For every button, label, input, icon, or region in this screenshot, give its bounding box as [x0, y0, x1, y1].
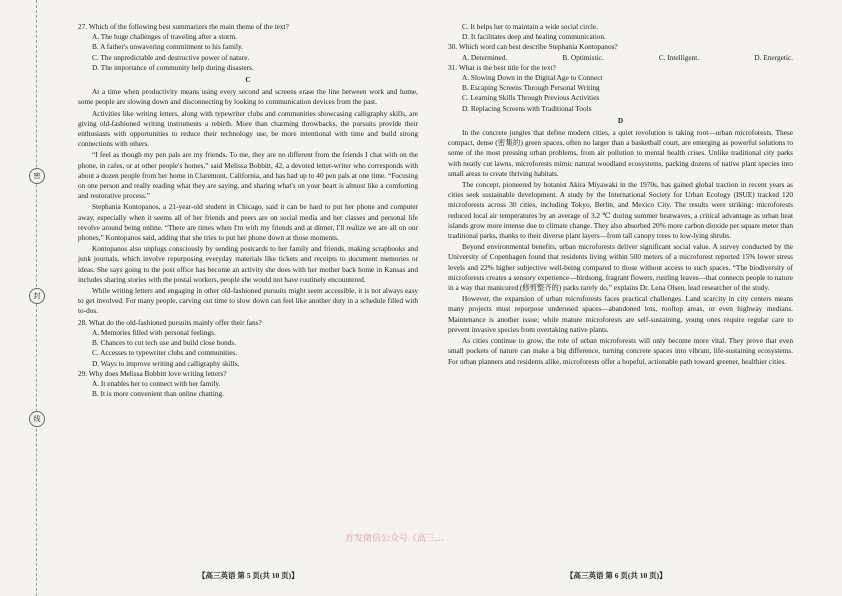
q31-option-a: A. Slowing Down in the Digital Age to Connect: [462, 73, 603, 83]
question-28: 28. What do the old-fashioned pursuits mainly offer their fans?: [78, 317, 262, 327]
question-31: 31. What is the best title for the text?: [448, 62, 556, 72]
q27-option-d: D. The importance of community help during disasters.: [92, 62, 254, 72]
binding-mark-3: 线: [29, 411, 45, 427]
q30-option-b: B. Optimistic.: [562, 52, 604, 62]
binding-mark-1: 密: [29, 168, 45, 184]
question-30: 30. Which word can best describe Stephania Kontopanos?: [448, 42, 618, 52]
passage-c-paragraph: At a time when productivity means using every second and screens erase the line between work and home, some people are slowing down and disconnecting by looking to communication devices from the past.: [78, 87, 418, 107]
passage-d-paragraph: Beyond environmental benefits, urban microforests deliver significant social value. A survey conducted by the University of Copenhagen found that residents living within 500 meters of a microforest reported 15% lower stress levels and 22% higher subjective well-being compared to those without access to such spaces. “The biodiversity of microforests creates a sensory experience—birdsong, fragrant flowers, rustling leaves—that connects people to nature in a way that manicured (修剪整齐的) parks rarely do,” explains Dr. Lena Olsen, lead researcher of the study.: [448, 242, 793, 293]
q29-option-c: C. It helps her to maintain a wide social circle.: [462, 22, 598, 31]
q29-option-b: B. It is more convenient than online chatting.: [92, 389, 224, 399]
section-d-heading: D: [617, 115, 624, 125]
right-page-column: [448, 22, 793, 368]
passage-d-paragraph: The concept, pioneered by botanist Akira Miyawaki in the 1970s, has gained global traction in recent years as cities seek sustainable development. A study by the International Society for Urban Ecology (ISUE) tracked 120 microforests across 30 cities, including Tokyo, Berlin, and Mexico City. The results were striking: microforests reduced local air temperatures by an average of 3.2 ℃ during summer heatwaves, a critical advantage as urban heat islands grow more intense due to climate change. They also absorbed 20% more carbon dioxide per square meter than traditional parks, thanks to their diverse plant layers—from tall canopy trees to low-lying shrubs.: [448, 180, 793, 241]
q28-option-d: D. Ways to improve writing and calligraphy skills.: [92, 358, 240, 368]
question-27: 27. Which of the following best summarizes the main theme of the text?: [78, 22, 289, 31]
passage-c-paragraph: While writing letters and engaging in other old-fashioned pursuits might seem accessible, it is not always easy to get involved. For many people, carving out time to slow down can feel like another duty in a schedule filled with to-dos.: [78, 286, 418, 316]
left-page-column: [78, 22, 418, 399]
passage-d-paragraph: However, the expansion of urban microforests faces practical challenges. Land scarcity in city centers means many projects must repurpose underused spaces—abandoned lots, rooftop areas, or even highway medians. Maintenance is another issue; while mature microforests are self-sustaining, young ones require regular care to prevent invasive species from overtaking native plants.: [448, 294, 793, 334]
passage-c-paragraph: Kontopanos also unplugs consciously by sending postcards to her family and friends, making scrapbooks and junk journals, which involve repurposing everyday materials like tickets and receipts to document memories or ideas. She says going to the post office has become an activity she does with her mother back home in Kansas and includes sharing stories with the postal workers, people she would not have routinely encountered.: [78, 244, 418, 284]
section-c-heading: C: [245, 75, 251, 85]
q31-option-d: D. Replacing Screens with Traditional Tools: [462, 103, 592, 113]
page-footer-right: 【高三英语 第 6 页(共 10 页)】: [566, 571, 667, 580]
q27-option-b: B. A father's unwavering commitment to his family.: [92, 42, 244, 52]
q30-options: [462, 53, 793, 63]
q28-option-b: B. Chances to cut tech use and build close bonds.: [92, 338, 237, 348]
q28-option-c: C. Accesses to typewriter clubs and communities.: [92, 348, 238, 358]
q27-option-c: C. The unpredictable and destructive power of nature.: [92, 52, 250, 62]
page-footer-left: 【高三英语 第 5 页(共 10 页)】: [198, 571, 299, 580]
passage-d-paragraph: In the concrete jungles that define modern cities, a quiet revolution is taking root—urban microforests. These compact, dense (密集的) green spaces, often no larger than a basketball court, are emerging as powerful solutions to some of the most pressing urban problems, from air pollution to mental health crises. Unlike traditional city parks with neatly cut lawns, microforests mimic natural woodland ecosystems, packing dozens of native plant species into small areas to create thriving habitats.: [448, 128, 793, 178]
q30-option-c: C. Intelligent.: [658, 52, 700, 62]
q30-option-a: A. Determined.: [462, 52, 508, 62]
q29-option-a: A. It enables her to connect with her family.: [92, 378, 221, 388]
q31-option-c: C. Learning Skills Through Previous Activities: [462, 93, 600, 103]
question-29: 29. Why does Melissa Bobbitt love writing letters?: [78, 368, 227, 378]
q29-option-d: D. It facilitates deep and healing communication.: [462, 32, 606, 42]
q28-option-a: A. Memories filled with personal feelings.: [92, 327, 216, 337]
passage-c-paragraph: Stephania Kontopanos, a 21-year-old student in Chicago, said it can be hard to put her phone and computer away, especially when it seems all of her friends and peers are on social media and her classes and personal life revolve around being online. “There are times when I'm with my friends and at dinner, I'll realize we are all on our phones,” Kontopanos said, adding that she tries to put her phone down at those moments.: [78, 202, 418, 243]
binding-mark-2: 封: [29, 288, 45, 304]
q30-option-d: D. Energetic.: [754, 52, 793, 62]
watermark-text: 首发微信公众号《高三...: [345, 534, 444, 544]
passage-c-paragraph: Activities like writing letters, along with typewriter clubs and communities showcasing calligraphy skills, are giving old-fashioned writing instruments a rebirth. More than charming throwbacks, the pursuits provide their enthusiasts with opportunities to reduce their technology use, be more intentional with time and build strong connections with others.: [78, 108, 418, 149]
passage-c-paragraph: “I feel as though my pen pals are my friends. To me, they are no different from the friends I chat with on the phone, in cafes, or at other people's homes,” said Melissa Bobbitt, 42, a devoted letter-writer who corresponds with about a dozen people from her home in Claremont, California, and has had up to 40 pen pals at one time. “Focusing on one person and really reading what they are saying, and sharing what's on your heart is almost like a comforting and restorative process.”: [78, 150, 418, 201]
q27-option-a: A. The huge challenges of traveling after a storm.: [92, 32, 237, 42]
passage-d-paragraph: As cities continue to grow, the role of urban microforests will only become more vital. They prove that even small pockets of nature can make a big difference, turning concrete spaces into vibrant, life-sustaining ecosystems. For urban planners and residents alike, microforests offer a hopeful, actionable path toward greener, healthier cities.: [448, 336, 793, 366]
q31-option-b: B. Escaping Screens Through Personal Writing: [462, 83, 600, 93]
